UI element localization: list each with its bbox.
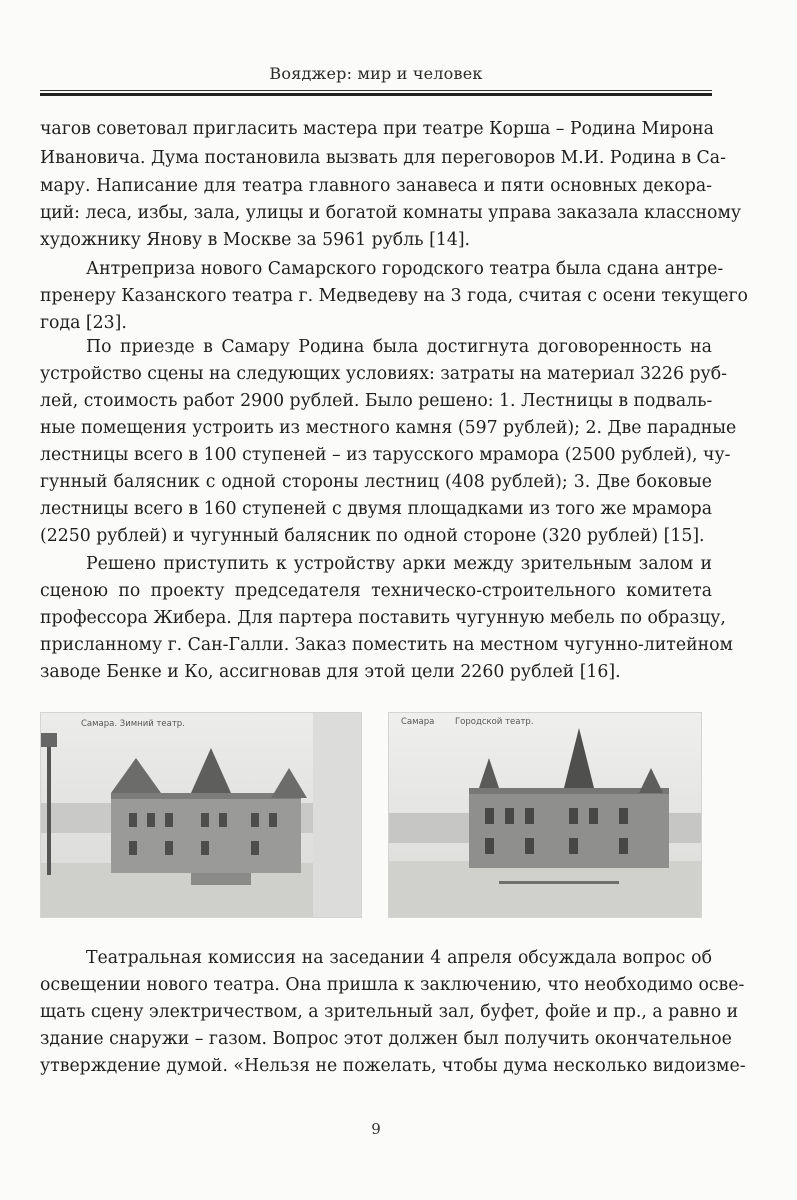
text-line: заводе Бенке и Ко, ассигновав для этой цели 2260 рублей [16]. bbox=[40, 662, 621, 682]
text-line: По приезде в Самару Родина была достигнута договоренность на bbox=[86, 337, 712, 357]
text-line: освещении нового театра. Она пришла к заключению, что необходимо осве- bbox=[40, 975, 745, 995]
text-line: ций: леса, избы, зала, улицы и богатой комнаты управа заказала классному bbox=[40, 203, 742, 223]
text-line: Театральная комиссия на заседании 4 апреля обсуждала вопрос об bbox=[86, 948, 712, 968]
text-line: художнику Янову в Москве за 5961 рубль [14]. bbox=[40, 230, 471, 250]
text-line: утверждение думой. «Нельзя не пожелать, чтобы дума несколько видоизме- bbox=[40, 1056, 746, 1076]
text-line: здание снаружи – газом. Вопрос этот должен был получить окончательное bbox=[40, 1029, 732, 1049]
photo-city-theatre bbox=[388, 712, 702, 918]
text-line: Антреприза нового Самарского городского театра была сдана антре- bbox=[86, 259, 724, 279]
photo-winter-theatre bbox=[40, 712, 362, 918]
photo-caption-right: Городской театр. bbox=[455, 717, 534, 727]
photo-caption: Самара. Зимний театр. bbox=[81, 719, 185, 729]
text-line: мару. Написание для театра главного занавеса и пяти основных декора- bbox=[40, 176, 712, 196]
text-line: чагов советовал пригласить мастера при театре Корша – Родина Мирона bbox=[40, 119, 714, 139]
text-line: устройство сцены на следующих условиях: затраты на материал 3226 руб- bbox=[40, 364, 727, 384]
text-line: Ивановича. Дума постановила вызвать для переговоров М.И. Родина в Са- bbox=[40, 148, 726, 168]
header-rule-thick bbox=[40, 93, 712, 96]
text-line: лей, стоимость работ 2900 рублей. Было решено: 1. Лестницы в подваль- bbox=[40, 391, 713, 411]
text-line: профессора Жибера. Для партера поставить чугунную мебель по образцу, bbox=[40, 608, 726, 628]
text-line: гунный балясник с одной стороны лестниц (408 рублей); 3. Две боковые bbox=[40, 472, 712, 492]
text-line: сценою по проекту председателя техническо-строительного комитета bbox=[40, 581, 712, 601]
text-line: щать сцену электричеством, а зрительный зал, буфет, фойе и пр., а равно и bbox=[40, 1002, 739, 1022]
photo-caption-left: Самара bbox=[401, 717, 435, 727]
text-line: лестницы всего в 160 ступеней с двумя площадками из того же мрамора bbox=[40, 499, 713, 519]
running-header: Вояджер: мир и человек bbox=[269, 64, 483, 83]
text-line: Решено приступить к устройству арки между зрительным залом и bbox=[86, 554, 712, 574]
text-line: года [23]. bbox=[40, 313, 127, 333]
header-rule-thin bbox=[40, 90, 712, 91]
text-line: присланному г. Сан-Галли. Заказ поместить на местном чугунно-литейном bbox=[40, 635, 733, 655]
text-line: лестницы всего в 100 ступеней – из тарусского мрамора (2500 рублей), чу- bbox=[40, 445, 731, 465]
text-line: пренеру Казанского театра г. Медведеву на 3 года, считая с осени текущего bbox=[40, 286, 748, 306]
text-line: ные помещения устроить из местного камня (597 рублей); 2. Две парадные bbox=[40, 418, 737, 438]
text-line: (2250 рублей) и чугунный балясник по одной стороне (320 рублей) [15]. bbox=[40, 526, 705, 546]
page-number: 9 bbox=[371, 1120, 381, 1138]
